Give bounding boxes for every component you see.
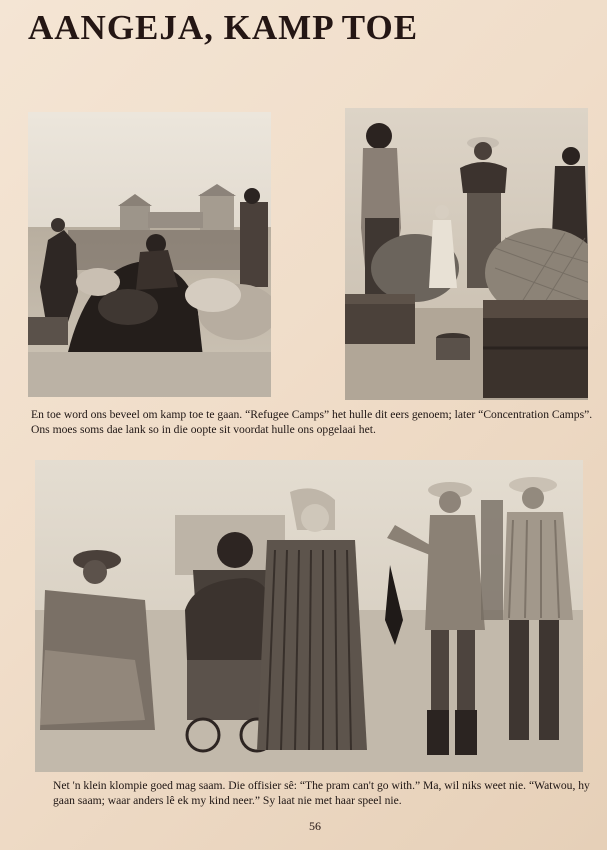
photo-women-with-trunks <box>345 108 588 400</box>
caption-top: En toe word ons beveel om kamp toe te gaan. “Refugee Camps” het hulle dit eers genoem; later “Concentration Camps”. Ons moes soms dae lank so in die oopte sit voordat hulle ons opgelaai het. <box>31 408 593 436</box>
page-title: AANGEJA, KAMP TOE <box>28 8 419 47</box>
photo-refugees-waiting <box>28 112 271 397</box>
photo-pram-and-officers <box>35 460 583 772</box>
page-number: 56 <box>309 819 321 833</box>
caption-bottom: Net 'n klein klompie goed mag saam. Die offisier sê: “The pram can't go with.” Ma, wil niks weet nie. “Watwou, hy gaan saam; waar anders lê ek my kind neer.” Sy laat nie met haar speel nie. <box>53 779 590 807</box>
